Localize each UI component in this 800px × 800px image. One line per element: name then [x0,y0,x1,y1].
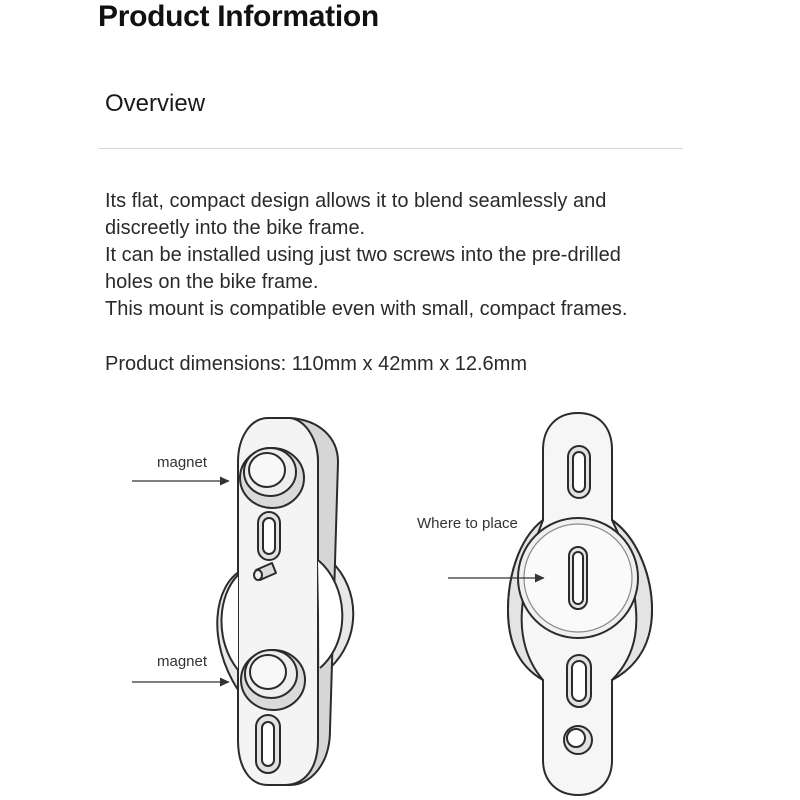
description-line: This mount is compatible even with small, compact frames. [105,298,628,320]
product-description [105,188,705,323]
label-magnet-top: magnet [157,454,208,471]
section-heading-overview: Overview [105,90,206,117]
description-line: It can be installed using just two screws into the pre-drilled [105,244,621,266]
product-dimensions: Product dimensions: 110mm x 42mm x 12.6mm [105,353,528,375]
description-line: Its flat, compact design allows it to blend seamlessly and [105,190,607,212]
page-title: Product Information [98,0,379,33]
product-illustration [0,395,800,800]
mount-side-view [217,418,353,785]
description-line: holes on the bike frame. [105,271,319,293]
label-where-to-place: Where to place [417,515,518,532]
mount-front-view [508,413,652,795]
label-magnet-bottom: magnet [157,653,208,670]
divider [98,148,683,149]
description-line: discreetly into the bike frame. [105,217,366,239]
